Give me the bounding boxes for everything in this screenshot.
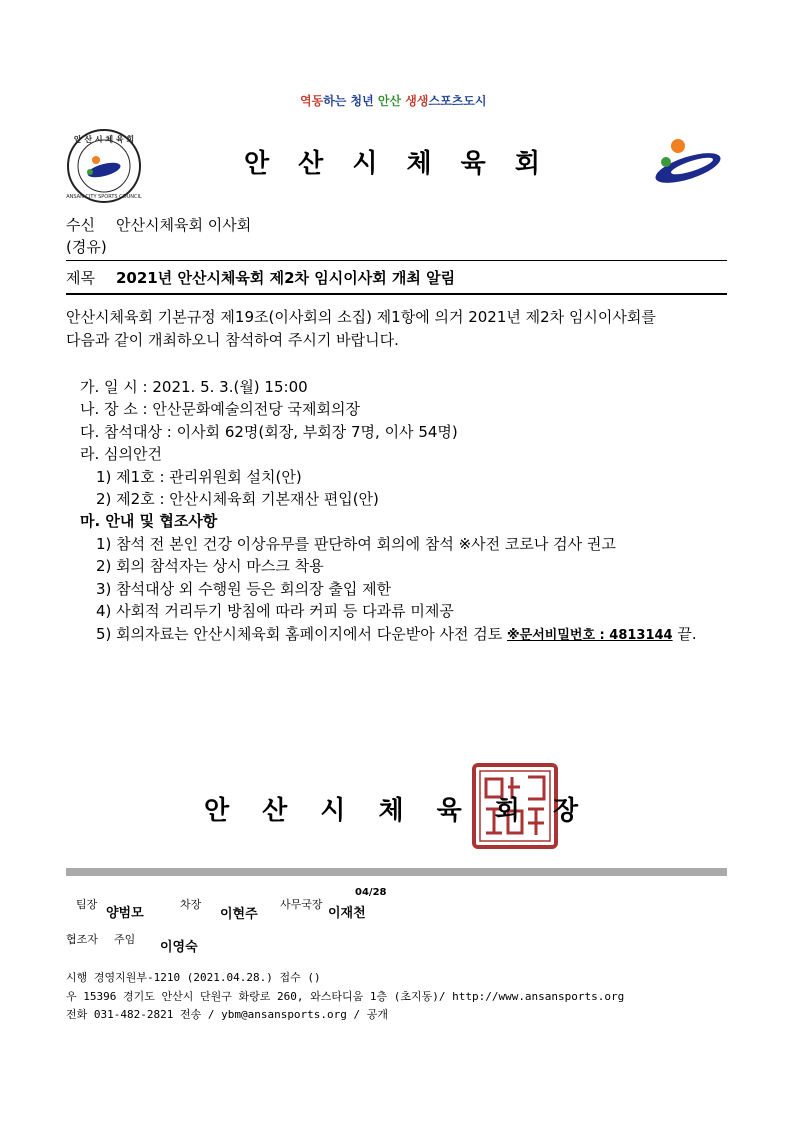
recipient-value: 안산시체육회 이사회 [116, 216, 252, 234]
item-attendees: 다. 참석대상 : 이사회 62명(회장, 부회장 7명, 이사 54명) [80, 423, 458, 441]
notice-item: 1) 참석 전 본인 건강 이상유무를 판단하여 회의에 참석 ※사전 코로나 검사 권고 [96, 535, 616, 553]
approver-name: 이재천 [328, 906, 366, 921]
intro-line: 다음과 같이 개최하오니 참석하여 주시기 바랍니다. [66, 331, 399, 349]
slogan-part: 스포츠도시 [428, 94, 487, 108]
agenda-item: 2) 제2호 : 안산시체육회 기본재산 편입(안) [96, 490, 379, 508]
agenda-item: 1) 제1호 : 관리위원회 설치(안) [96, 468, 302, 486]
intro-line: 안산시체육회 기본규정 제19조(이사회의 소집) 제1항에 의거 2021년 제2차 임시이사회를 [66, 308, 656, 326]
approval-date: 04/28 [355, 887, 387, 898]
slogan-part: 역동 [300, 94, 324, 108]
approval-label: 사무국장 [280, 898, 323, 911]
item-datetime: 가. 일 시 : 2021. 5. 3.(월) 15:00 [80, 378, 308, 396]
notice-item: 2) 회의 참석자는 상시 마스크 착용 [96, 557, 324, 575]
subject-label: 제목 [66, 269, 95, 287]
notice-item: 3) 참석대상 외 수행원 등은 회의장 출입 제한 [96, 580, 392, 598]
footer-address: 우 15396 경기도 안산시 단원구 화랑로 260, 와스타디움 1층 (초지동)/ http://www.ansansports.org [66, 990, 625, 1003]
end-mark: 끝. [672, 625, 697, 643]
divider [66, 293, 727, 295]
approver-name: 이영숙 [160, 940, 198, 955]
approval-label: 차장 [180, 898, 202, 911]
intro-paragraph [66, 306, 727, 352]
approver-name: 양범모 [106, 906, 144, 921]
slogan-part: 안산 [377, 94, 402, 108]
signatory: 안 산 시 체 육 회 장 [203, 796, 591, 826]
item-agenda: 라. 심의안건 [80, 445, 162, 463]
svg-text:안 산 시 체 육 회: 안 산 시 체 육 회 [73, 135, 135, 144]
page-title: 안 산 시 체 육 회 [244, 149, 550, 179]
approval-label: 팀장 [76, 898, 98, 911]
recipient-label: 수신 [66, 216, 95, 234]
divider [66, 260, 727, 261]
notice-text: 5) 회의자료는 안산시체육회 홈페이지에서 다운받아 사전 검토 [96, 625, 508, 643]
notice-item: 4) 사회적 거리두기 방침에 따라 커피 등 다과류 미제공 [96, 602, 454, 620]
slogan [300, 92, 486, 109]
footer-contact: 전화 031-482-2821 전송 / ybm@ansansports.org / 공개 [66, 1008, 389, 1021]
coop-label: 협조자 [66, 933, 98, 946]
subject-value: 2021년 안산시체육회 제2차 임시이사회 개최 알림 [116, 269, 456, 287]
council-logo-icon [650, 136, 722, 188]
item-place: 나. 장 소 : 안산문화예술의전당 국제회의장 [80, 400, 360, 418]
item-notice: 마. 안내 및 협조사항 [80, 512, 218, 530]
document-password: ※문서비밀번호 : 4813144 [507, 628, 673, 643]
approver-name: 이현주 [220, 907, 258, 922]
via-label: (경유) [66, 238, 107, 256]
footer-enforcement: 시행 경영지원부-1210 (2021.04.28.) 접수 () [66, 971, 321, 984]
svg-text:ANSAN CITY SPORTS COUNCIL: ANSAN CITY SPORTS COUNCIL [66, 194, 142, 200]
slogan-part: 하는 청년 [323, 94, 374, 108]
notice-item [96, 623, 697, 644]
slogan-part: 생생 [405, 94, 429, 108]
approval-label: 주임 [114, 933, 136, 946]
divider-thick [66, 868, 727, 876]
